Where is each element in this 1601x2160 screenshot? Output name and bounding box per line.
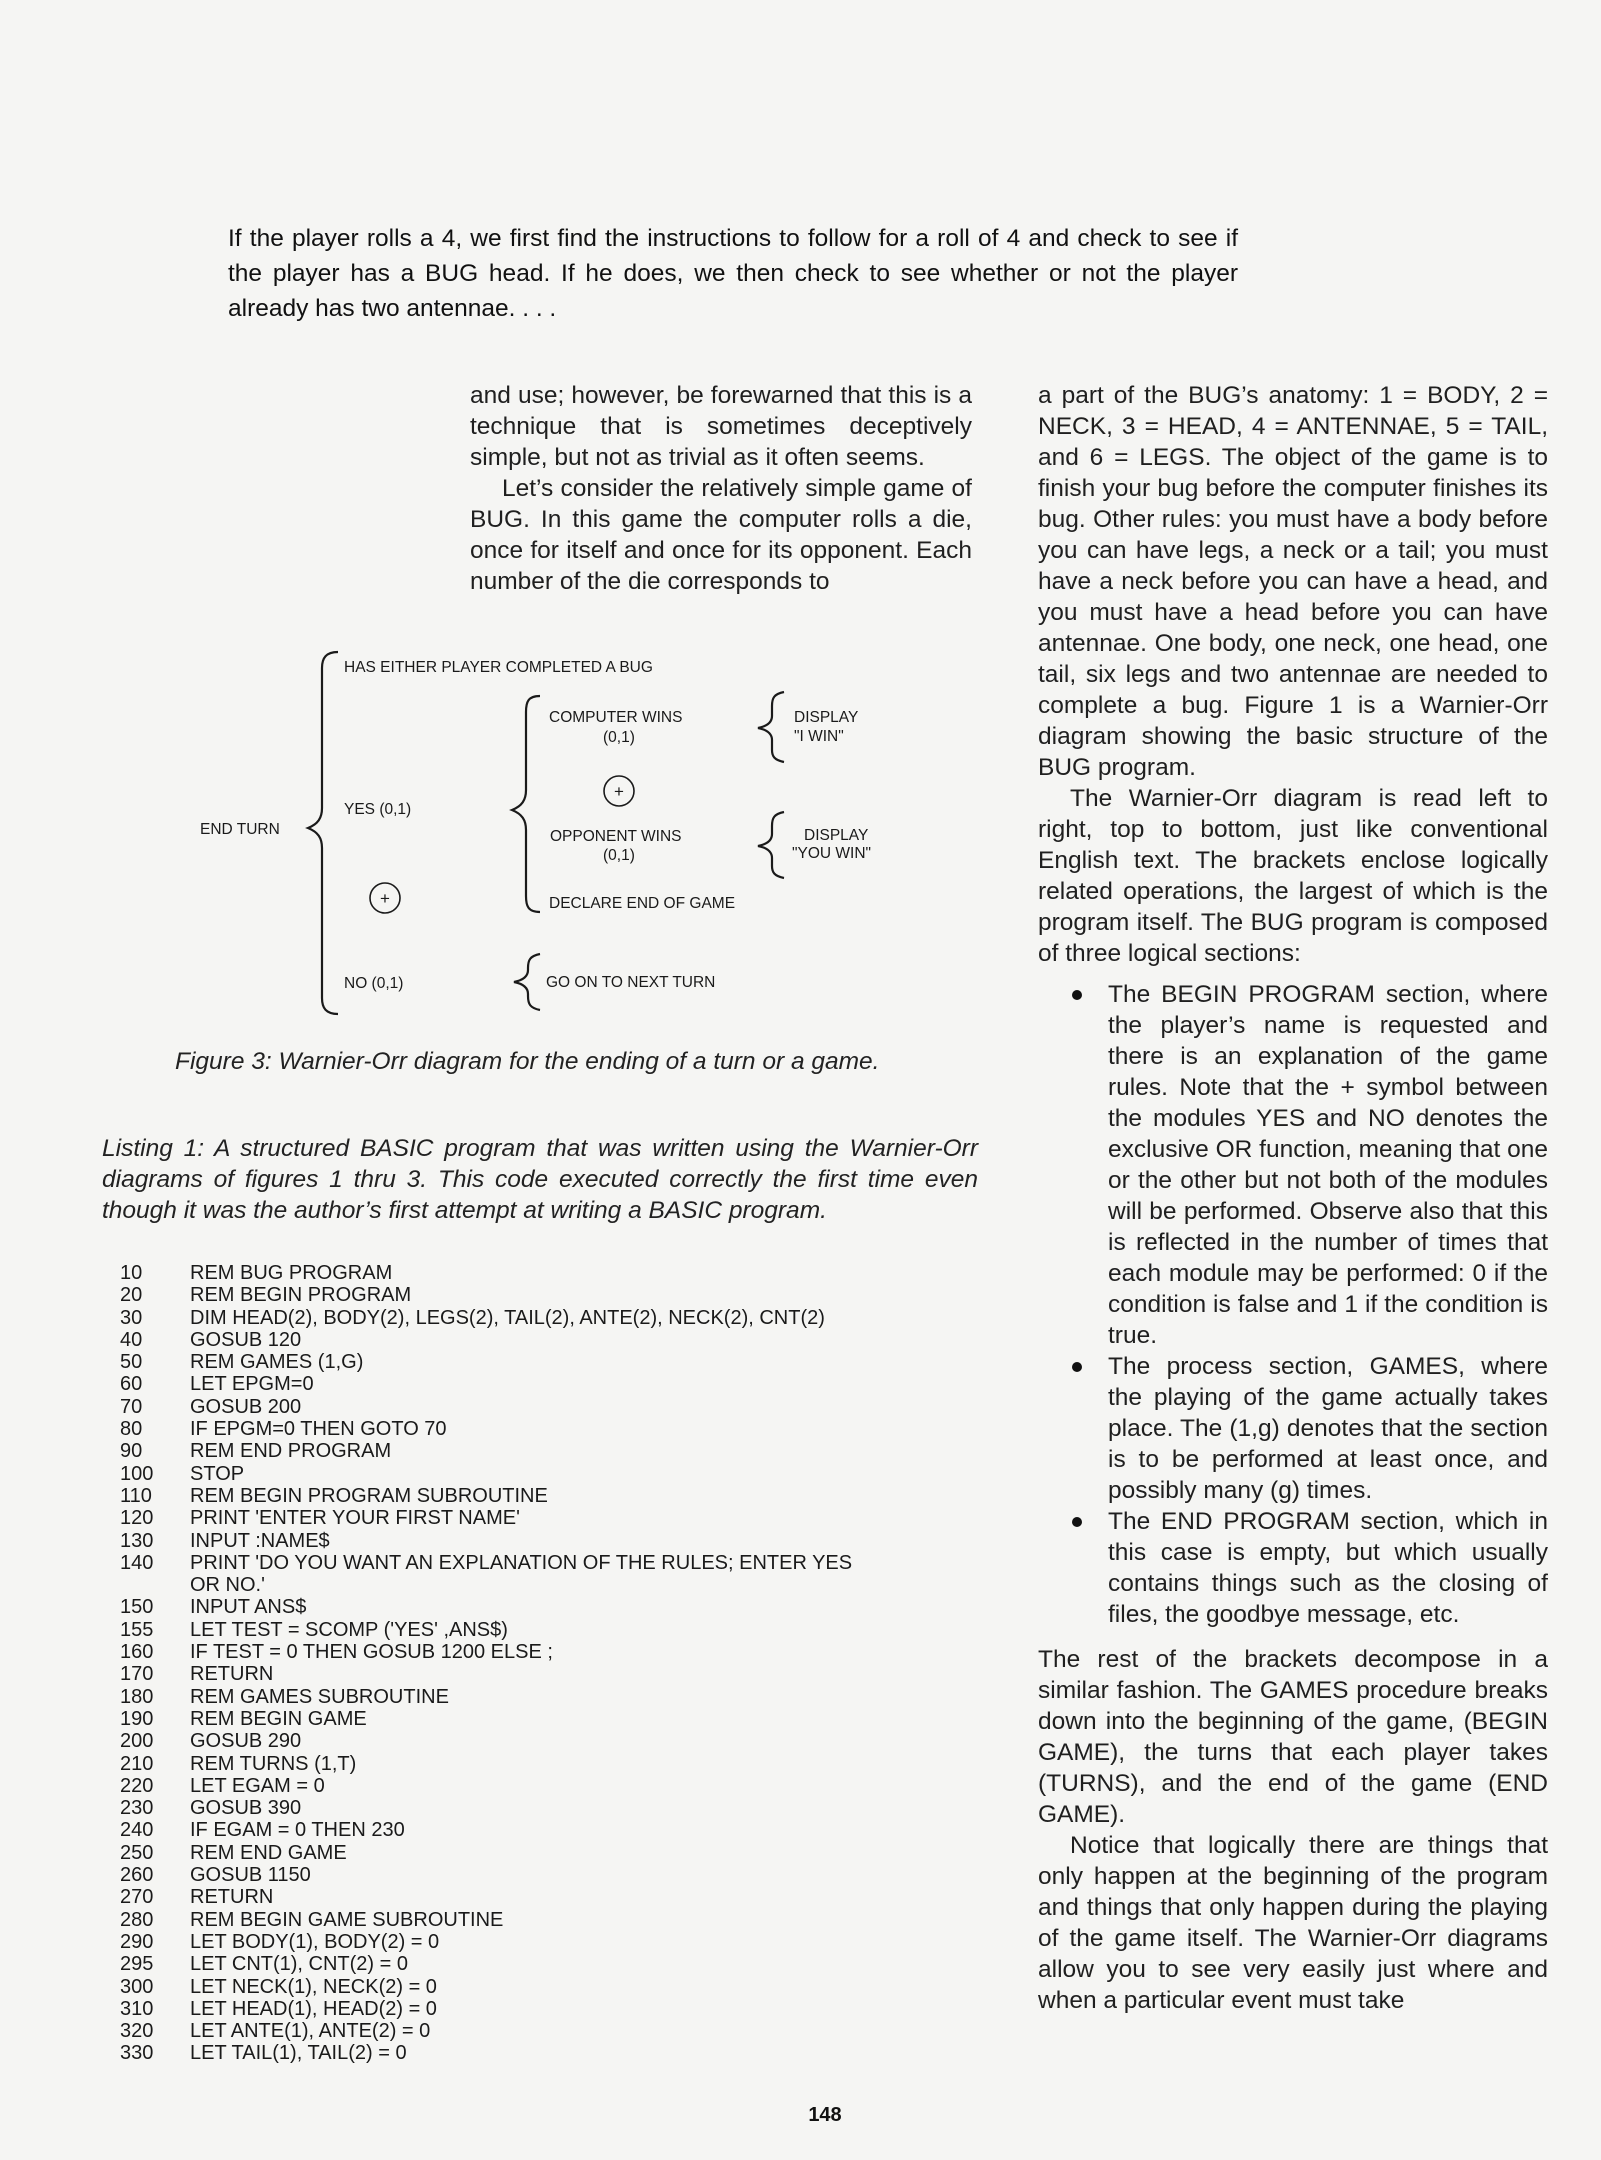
line-code: PRINT 'DO YOU WANT AN EXPLANATION OF THE RULES; ENTER YES xyxy=(190,1551,853,1574)
has-either-label: HAS EITHER PLAYER COMPLETED A BUG xyxy=(344,659,653,676)
right-text-column xyxy=(1038,380,1548,2016)
yes-bracket xyxy=(512,696,540,912)
line-number: 80 xyxy=(120,1418,143,1441)
line-code: GOSUB 1150 xyxy=(190,1864,311,1887)
listing-line xyxy=(120,1797,1000,1819)
page-number: 148 xyxy=(808,2104,842,2126)
line-number: 50 xyxy=(120,1351,143,1374)
listing-line xyxy=(120,1886,1000,1908)
line-number: 30 xyxy=(120,1306,143,1329)
line-code: INPUT :NAME$ xyxy=(190,1529,330,1552)
opponent-wins-label: OPPONENT WINS xyxy=(550,828,682,845)
display-label-2: DISPLAY xyxy=(804,827,869,844)
line-code: LET HEAD(1), HEAD(2) = 0 xyxy=(190,1997,437,2020)
line-code: LET ANTE(1), ANTE(2) = 0 xyxy=(190,2020,431,2043)
line-code: GOSUB 200 xyxy=(190,1395,302,1418)
opponent-wins-count: (0,1) xyxy=(603,847,635,864)
middle-paragraph: Let’s consider the relatively simple game of BUG. In this game the computer rolls a die, once for itself and once for its opponent. Each number of the die corresponds to xyxy=(470,475,972,595)
line-number: 150 xyxy=(120,1596,154,1619)
line-code: REM GAMES (1,G) xyxy=(190,1351,364,1374)
listing-line xyxy=(120,1373,1000,1395)
listing-line xyxy=(120,1507,1000,1529)
line-code: GOSUB 390 xyxy=(190,1797,302,1820)
line-number: 290 xyxy=(120,1930,154,1953)
listing-line xyxy=(120,1998,1000,2020)
line-number: 190 xyxy=(120,1707,154,1730)
listing-line xyxy=(120,1596,1000,1618)
line-code: DIM HEAD(2), BODY(2), LEGS(2), TAIL(2), ANTE(2), NECK(2), CNT(2) xyxy=(190,1306,825,1329)
no-bracket xyxy=(514,954,540,1010)
line-number: 295 xyxy=(120,1953,154,1976)
line-number: 20 xyxy=(120,1284,143,1307)
listing-line xyxy=(120,1819,1000,1841)
listing-line xyxy=(120,1953,1000,1975)
line-code: LET BODY(1), BODY(2) = 0 xyxy=(190,1930,440,1953)
line-number: 70 xyxy=(120,1395,143,1418)
line-number: 240 xyxy=(120,1819,154,1842)
line-code: REM BEGIN GAME SUBROUTINE xyxy=(190,1908,504,1931)
line-code: RETURN xyxy=(190,1886,274,1909)
right-paragraph: Notice that logically there are things that only happen at the beginning of the program and things that only happen during the playing of the game itself. The Warnier-Orr diagrams allow you to see very easily just where and when a particular event must take xyxy=(1038,1832,1548,2014)
listing-line xyxy=(120,1775,1000,1797)
line-number: 170 xyxy=(120,1663,154,1686)
line-code: REM TURNS (1,T) xyxy=(190,1752,357,1775)
line-number: 130 xyxy=(120,1529,154,1552)
i-win-label: "I WIN" xyxy=(794,728,844,745)
end-turn-label: END TURN xyxy=(200,821,280,838)
line-code: INPUT ANS$ xyxy=(190,1596,307,1619)
listing-line xyxy=(120,1307,1000,1329)
outer-bracket xyxy=(308,652,338,1014)
you-win-label: "YOU WIN" xyxy=(792,845,872,862)
line-number: 120 xyxy=(120,1507,154,1530)
basic-listing xyxy=(120,1262,1000,2065)
figure-caption: Figure 3: Warnier-Orr diagram for the ending of a turn or a game. xyxy=(175,1048,880,1075)
line-code: IF TEST = 0 THEN GOSUB 1200 ELSE ; xyxy=(190,1641,553,1664)
display-label-1: DISPLAY xyxy=(794,709,859,726)
line-code: REM BUG PROGRAM xyxy=(190,1262,393,1284)
no-label: NO (0,1) xyxy=(344,975,404,992)
xor-plus-outer: + xyxy=(380,889,390,908)
line-number: 260 xyxy=(120,1864,154,1887)
bullet-item: The BEGIN PROGRAM section, where the player’s name is requested and there is an explanation of the game rules. Note that the + symbol between the modules YES and NO denotes the exclusive OR function, meaning that one or the other but not both of the modules will be performed. Observe also that this is reflected in the number of times that each module may be performed: 0 if the condition is false and 1 if the condition is true. xyxy=(1038,979,1548,1351)
right-paragraph: a part of the BUG’s anatomy: 1 = BODY, 2 = NECK, 3 = HEAD, 4 = ANTENNAE, 5 = TAIL, and 6 = LEGS. The object of the game is to finish your bug before the computer finishes its bug. Other rules: you must have a body before you can have legs, a neck or a tail; you must have a neck before you can have a head, and you must have a head before you can have antennae. One body, one neck, one head, one tail, six legs and two antennae are needed to complete a bug. Figure 1 is a Warnier-Orr diagram showing the basic structure of the BUG program. xyxy=(1038,382,1548,781)
listing-line xyxy=(120,2042,1000,2064)
right-paragraph: The rest of the brackets decompose in a similar fashion. The GAMES procedure breaks down into the beginning of the game, (BEGIN GAME), the turns that each player takes (TURNS), and the end of the game (END GAME). xyxy=(1038,1646,1548,1828)
listing-line xyxy=(120,1708,1000,1730)
line-number: 60 xyxy=(120,1373,143,1396)
line-number: 280 xyxy=(120,1908,154,1931)
listing-line xyxy=(120,1463,1000,1485)
listing-line xyxy=(120,1329,1000,1351)
line-number: 250 xyxy=(120,1841,154,1864)
listing-line xyxy=(120,1440,1000,1462)
pull-quote: If the player rolls a 4, we first find the instructions to follow for a roll of 4 and check to see if the player has a BUG head. If he does, we then check to see whether or not the player already has two antennae. . . . xyxy=(228,224,1238,322)
go-on-label: GO ON TO NEXT TURN xyxy=(546,974,716,991)
line-code: REM BEGIN PROGRAM xyxy=(190,1284,412,1307)
line-code: GOSUB 120 xyxy=(190,1328,302,1351)
listing-line xyxy=(120,1864,1000,1886)
listing-line xyxy=(120,1663,1000,1685)
line-code: IF EPGM=0 THEN GOTO 70 xyxy=(190,1418,447,1441)
xor-circle-inner xyxy=(604,776,634,806)
listing-line xyxy=(120,1262,1000,1284)
line-number xyxy=(120,1574,190,1596)
line-number: 90 xyxy=(120,1440,143,1463)
line-code: LET EPGM=0 xyxy=(190,1373,314,1396)
line-number: 155 xyxy=(120,1618,154,1641)
line-number: 110 xyxy=(120,1484,152,1507)
line-number: 10 xyxy=(120,1262,143,1284)
line-number: 200 xyxy=(120,1730,154,1753)
listing-line xyxy=(120,1641,1000,1663)
line-code: REM BEGIN PROGRAM SUBROUTINE xyxy=(190,1484,548,1507)
middle-paragraph: and use; however, be forewarned that this is a technique that is sometimes deceptively simple, but not as trivial as it often seems. xyxy=(470,382,972,471)
computer-wins-count: (0,1) xyxy=(603,729,635,746)
line-code: OR NO.' xyxy=(190,1574,265,1597)
line-code: PRINT 'ENTER YOUR FIRST NAME' xyxy=(190,1507,520,1530)
listing-line xyxy=(120,1686,1000,1708)
listing-line xyxy=(120,1552,1000,1574)
listing-line xyxy=(120,1418,1000,1440)
listing-line xyxy=(120,1284,1000,1306)
line-number: 230 xyxy=(120,1797,154,1820)
listing-line xyxy=(120,1396,1000,1418)
line-number: 180 xyxy=(120,1685,154,1708)
line-code: IF EGAM = 0 THEN 230 xyxy=(190,1819,405,1842)
listing-line xyxy=(120,1530,1000,1552)
line-number: 300 xyxy=(120,1975,154,1998)
line-code: REM BEGIN GAME xyxy=(190,1707,367,1730)
listing-line xyxy=(120,1730,1000,1752)
right-paragraph: The Warnier-Orr diagram is read left to right, top to bottom, just like conventional English text. The brackets enclose logically related operations, the largest of which is the program itself. The BUG program is composed of three logical sections: xyxy=(1038,785,1548,967)
line-number: 310 xyxy=(120,1997,154,2020)
line-code: LET TAIL(1), TAIL(2) = 0 xyxy=(190,2042,407,2065)
listing-line xyxy=(120,1619,1000,1641)
bullet-item: The process section, GAMES, where the playing of the game actually takes place. The (1,g) denotes that the section is to be performed at least once, and possibly many (g) times. xyxy=(1038,1351,1548,1506)
display-you-win-bracket xyxy=(758,812,784,878)
listing-line xyxy=(120,1909,1000,1931)
line-number: 220 xyxy=(120,1774,154,1797)
line-number: 160 xyxy=(120,1641,154,1664)
listing-line xyxy=(120,2020,1000,2042)
line-number: 270 xyxy=(120,1886,154,1909)
xor-plus-inner: + xyxy=(614,782,624,801)
line-code: STOP xyxy=(190,1462,245,1485)
listing-line xyxy=(120,1351,1000,1373)
listing-line xyxy=(120,1931,1000,1953)
line-code: LET CNT(1), CNT(2) = 0 xyxy=(190,1953,408,1976)
line-code: RETURN xyxy=(190,1663,274,1686)
line-code: REM GAMES SUBROUTINE xyxy=(190,1685,449,1708)
listing-line xyxy=(120,1485,1000,1507)
listing-line xyxy=(120,1842,1000,1864)
listing-line xyxy=(120,1574,1000,1596)
sections-list xyxy=(1038,979,1548,1630)
listing-line xyxy=(120,1976,1000,1998)
bullet-item: The END PROGRAM section, which in this case is empty, but which usually contains things such as the closing of files, the goodbye message, etc. xyxy=(1038,1506,1548,1630)
line-number: 320 xyxy=(120,2020,154,2043)
line-code: GOSUB 290 xyxy=(190,1730,302,1753)
listing-line xyxy=(120,1753,1000,1775)
line-code: LET NECK(1), NECK(2) = 0 xyxy=(190,1975,437,1998)
middle-text-column xyxy=(470,380,972,597)
declare-end-label: DECLARE END OF GAME xyxy=(549,895,736,912)
line-number: 330 xyxy=(120,2042,154,2065)
xor-circle-outer xyxy=(370,883,400,913)
line-number: 40 xyxy=(120,1328,143,1351)
computer-wins-label: COMPUTER WINS xyxy=(549,709,683,726)
yes-label: YES (0,1) xyxy=(344,801,412,818)
display-i-win-bracket xyxy=(758,692,784,762)
line-code: REM END GAME xyxy=(190,1841,347,1864)
line-number: 210 xyxy=(120,1752,154,1775)
line-code: LET TEST = SCOMP ('YES' ,ANS$) xyxy=(190,1618,508,1641)
line-code: LET EGAM = 0 xyxy=(190,1774,325,1797)
listing-caption: Listing 1: A structured BASIC program that was written using the Warnier-Orr diagrams of figures 1 thru 3. This code executed correctly the first time even though it was the author’s first attempt at writing a BASIC program. xyxy=(102,1135,978,1224)
line-code: REM END PROGRAM xyxy=(190,1440,392,1463)
line-number: 100 xyxy=(120,1462,154,1485)
line-number: 140 xyxy=(120,1551,154,1574)
